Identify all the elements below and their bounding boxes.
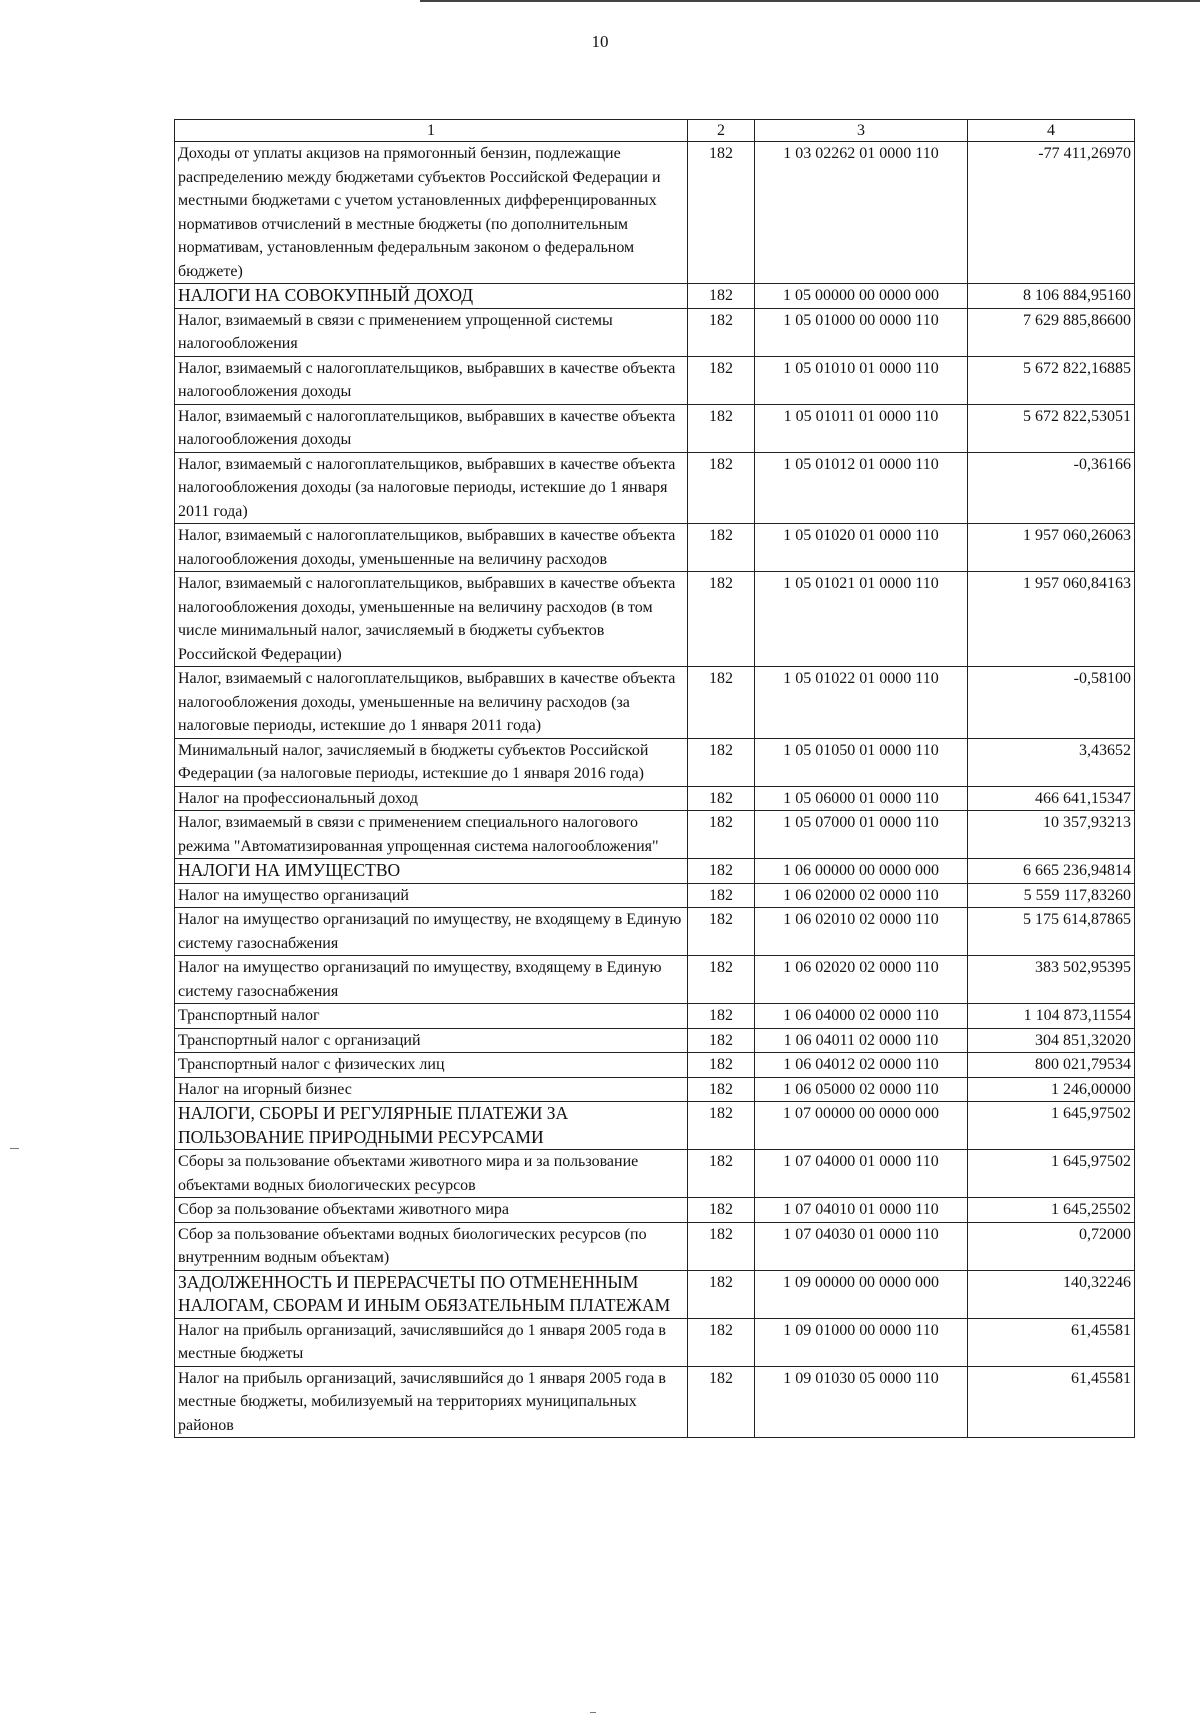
table-row [175,1366,1135,1438]
row-amount: 61,45581 [968,1318,1135,1366]
row-name: Транспортный налог [175,1004,688,1029]
row-name: Налог, взимаемый с налогоплательщиков, выбравших в качестве объекта налогообложения доходы [175,404,688,452]
row-amount: 1 957 060,26063 [968,524,1135,572]
row-admin-code: 182 [688,404,755,452]
row-budget-code: 1 06 02000 02 0000 110 [755,883,968,908]
row-amount: 8 106 884,95160 [968,284,1135,309]
row-budget-code: 1 05 06000 01 0000 110 [755,786,968,811]
row-budget-code: 1 09 00000 00 0000 000 [755,1270,968,1318]
row-admin-code: 182 [688,308,755,356]
table-row [175,356,1135,404]
row-budget-code: 1 05 01020 01 0000 110 [755,524,968,572]
table-row [175,1077,1135,1102]
row-amount: 1 645,97502 [968,1102,1135,1150]
row-amount: 5 672 822,53051 [968,404,1135,452]
table-row [175,572,1135,667]
table-row [175,404,1135,452]
row-amount: 1 645,25502 [968,1198,1135,1223]
table-row [175,811,1135,859]
row-name: НАЛОГИ, СБОРЫ И РЕГУЛЯРНЫЕ ПЛАТЕЖИ ЗА ПОЛЬЗОВАНИЕ ПРИРОДНЫМИ РЕСУРСАМИ [175,1102,688,1150]
row-admin-code: 182 [688,1077,755,1102]
row-budget-code: 1 06 02020 02 0000 110 [755,956,968,1004]
row-name: Налог, взимаемый с налогоплательщиков, выбравших в качестве объекта налогообложения доходы, уменьшенные на величину расходов [175,524,688,572]
scan-margin-mark [10,1148,19,1149]
row-budget-code: 1 07 04010 01 0000 110 [755,1198,968,1223]
table-row [175,1150,1135,1198]
row-admin-code: 182 [688,667,755,739]
row-budget-code: 1 05 01010 01 0000 110 [755,356,968,404]
row-amount: 10 357,93213 [968,811,1135,859]
row-budget-code: 1 07 04030 01 0000 110 [755,1222,968,1270]
row-amount: 1 246,00000 [968,1077,1135,1102]
row-budget-code: 1 05 00000 00 0000 000 [755,284,968,309]
row-amount: 61,45581 [968,1366,1135,1438]
row-admin-code: 182 [688,859,755,884]
row-budget-code: 1 05 01050 01 0000 110 [755,738,968,786]
table-row [175,956,1135,1004]
row-amount: 0,72000 [968,1222,1135,1270]
row-budget-code: 1 06 02010 02 0000 110 [755,908,968,956]
table-row [175,883,1135,908]
row-admin-code: 182 [688,883,755,908]
row-amount: 383 502,95395 [968,956,1135,1004]
row-amount: 7 629 885,86600 [968,308,1135,356]
row-admin-code: 182 [688,1102,755,1150]
row-budget-code: 1 07 04000 01 0000 110 [755,1150,968,1198]
row-admin-code: 182 [688,1150,755,1198]
table-row [175,1102,1135,1150]
row-admin-code: 182 [688,1028,755,1053]
row-admin-code: 182 [688,572,755,667]
row-admin-code: 182 [688,1318,755,1366]
row-name: Налог, взимаемый с налогоплательщиков, выбравших в качестве объекта налогообложения доходы, уменьшенные на величину расходов (в том числе минимальный налог, зачисляемый в бюджеты субъектов Российской Федерации) [175,572,688,667]
row-name: Налог на прибыль организаций, зачислявшийся до 1 января 2005 года в местные бюджеты [175,1318,688,1366]
table-row [175,1198,1135,1223]
row-name: Налог на имущество организаций [175,883,688,908]
row-admin-code: 182 [688,1004,755,1029]
table-row [175,1270,1135,1318]
row-budget-code: 1 03 02262 01 0000 110 [755,142,968,284]
row-budget-code: 1 05 01022 01 0000 110 [755,667,968,739]
row-admin-code: 182 [688,142,755,284]
row-amount: -0,58100 [968,667,1135,739]
row-name: НАЛОГИ НА ИМУЩЕСТВО [175,859,688,884]
row-amount: 1 645,97502 [968,1150,1135,1198]
row-amount: 5 672 822,16885 [968,356,1135,404]
row-amount: 800 021,79534 [968,1053,1135,1078]
row-budget-code: 1 09 01000 00 0000 110 [755,1318,968,1366]
row-admin-code: 182 [688,1053,755,1078]
row-admin-code: 182 [688,1222,755,1270]
table-row [175,786,1135,811]
table-row [175,524,1135,572]
row-amount: 6 665 236,94814 [968,859,1135,884]
row-amount: 1 104 873,11554 [968,1004,1135,1029]
row-name: Сборы за пользование объектами животного мира и за пользование объектами водных биологических ресурсов [175,1150,688,1198]
row-name: Транспортный налог с организаций [175,1028,688,1053]
row-admin-code: 182 [688,811,755,859]
column-number-row [175,120,1135,142]
row-amount: 1 957 060,84163 [968,572,1135,667]
row-name: Сбор за пользование объектами животного мира [175,1198,688,1223]
row-admin-code: 182 [688,738,755,786]
row-admin-code: 182 [688,356,755,404]
row-name: Налог на прибыль организаций, зачислявшийся до 1 января 2005 года в местные бюджеты, мобилизуемый на территориях муниципальных районов [175,1366,688,1438]
row-budget-code: 1 09 01030 05 0000 110 [755,1366,968,1438]
row-amount: 5 175 614,87865 [968,908,1135,956]
row-name: Налог, взимаемый с налогоплательщиков, выбравших в качестве объекта налогообложения доходы [175,356,688,404]
row-name: Налог на игорный бизнес [175,1077,688,1102]
table-row [175,452,1135,524]
row-name: Доходы от уплаты акцизов на прямогонный бензин, подлежащие распределению между бюджетами субъектов Российской Федерации и местными бюджетами с учетом установленных дифференцированных нормативов отчислений в местные бюджеты (по дополнительным нормативам, установленным федеральным законом о федеральном бюджете) [175,142,688,284]
row-budget-code: 1 05 01012 01 0000 110 [755,452,968,524]
row-name: Налог, взимаемый с налогоплательщиков, выбравших в качестве объекта налогообложения доходы, уменьшенные на величину расходов (за налоговые периоды, истекшие до 1 января 2011 года) [175,667,688,739]
table-row [175,142,1135,284]
row-budget-code: 1 05 01021 01 0000 110 [755,572,968,667]
row-admin-code: 182 [688,1366,755,1438]
row-name: Налог, взимаемый в связи с применением специального налогового режима "Автоматизированная упрощенная система налогообложения" [175,811,688,859]
row-budget-code: 1 05 07000 01 0000 110 [755,811,968,859]
row-budget-code: 1 07 00000 00 0000 000 [755,1102,968,1150]
row-amount: -0,36166 [968,452,1135,524]
row-name: Налог на профессиональный доход [175,786,688,811]
page-number: 10 [591,32,609,51]
column-header-1: 1 [175,120,688,142]
row-amount: 3,43652 [968,738,1135,786]
table-row [175,859,1135,884]
row-name: ЗАДОЛЖЕННОСТЬ И ПЕРЕРАСЧЕТЫ ПО ОТМЕНЕННЫМ НАЛОГАМ, СБОРАМ И ИНЫМ ОБЯЗАТЕЛЬНЫМ ПЛАТЕЖАМ [175,1270,688,1318]
row-name: Транспортный налог с физических лиц [175,1053,688,1078]
row-amount: -77 411,26970 [968,142,1135,284]
table-row [175,1028,1135,1053]
row-name: Налог, взимаемый в связи с применением упрощенной системы налогообложения [175,308,688,356]
row-budget-code: 1 06 04011 02 0000 110 [755,1028,968,1053]
row-admin-code: 182 [688,786,755,811]
row-amount: 466 641,15347 [968,786,1135,811]
table-row [175,908,1135,956]
row-admin-code: 182 [688,956,755,1004]
column-header-4: 4 [968,120,1135,142]
column-header-2: 2 [688,120,755,142]
table-row [175,308,1135,356]
row-budget-code: 1 06 04012 02 0000 110 [755,1053,968,1078]
table-row [175,1222,1135,1270]
row-amount: 5 559 117,83260 [968,883,1135,908]
row-name: Налог, взимаемый с налогоплательщиков, выбравших в качестве объекта налогообложения доходы (за налоговые периоды, истекшие до 1 января 2011 года) [175,452,688,524]
row-name: Налог на имущество организаций по имуществу, входящему в Единую систему газоснабжения [175,956,688,1004]
row-amount: 304 851,32020 [968,1028,1135,1053]
row-budget-code: 1 06 00000 00 0000 000 [755,859,968,884]
table-row [175,738,1135,786]
row-name: Налог на имущество организаций по имуществу, не входящему в Единую систему газоснабжения [175,908,688,956]
table-row [175,284,1135,309]
row-name: НАЛОГИ НА СОВОКУПНЫЙ ДОХОД [175,284,688,309]
row-admin-code: 182 [688,908,755,956]
row-budget-code: 1 06 04000 02 0000 110 [755,1004,968,1029]
revenue-table [174,119,1135,1438]
table-row [175,1053,1135,1078]
table-row [175,1318,1135,1366]
row-budget-code: 1 06 05000 02 0000 110 [755,1077,968,1102]
row-admin-code: 182 [688,1198,755,1223]
row-admin-code: 182 [688,1270,755,1318]
column-header-3: 3 [755,120,968,142]
table-row [175,1004,1135,1029]
scan-bottom-mark [590,1712,596,1713]
row-admin-code: 182 [688,284,755,309]
row-budget-code: 1 05 01011 01 0000 110 [755,404,968,452]
table-row [175,667,1135,739]
row-amount: 140,32246 [968,1270,1135,1318]
top-edge-rule [420,0,1200,2]
row-admin-code: 182 [688,524,755,572]
row-name: Сбор за пользование объектами водных биологических ресурсов (по внутренним водным объектам) [175,1222,688,1270]
row-name: Минимальный налог, зачисляемый в бюджеты субъектов Российской Федерации (за налоговые периоды, истекшие до 1 января 2016 года) [175,738,688,786]
row-budget-code: 1 05 01000 00 0000 110 [755,308,968,356]
row-admin-code: 182 [688,452,755,524]
